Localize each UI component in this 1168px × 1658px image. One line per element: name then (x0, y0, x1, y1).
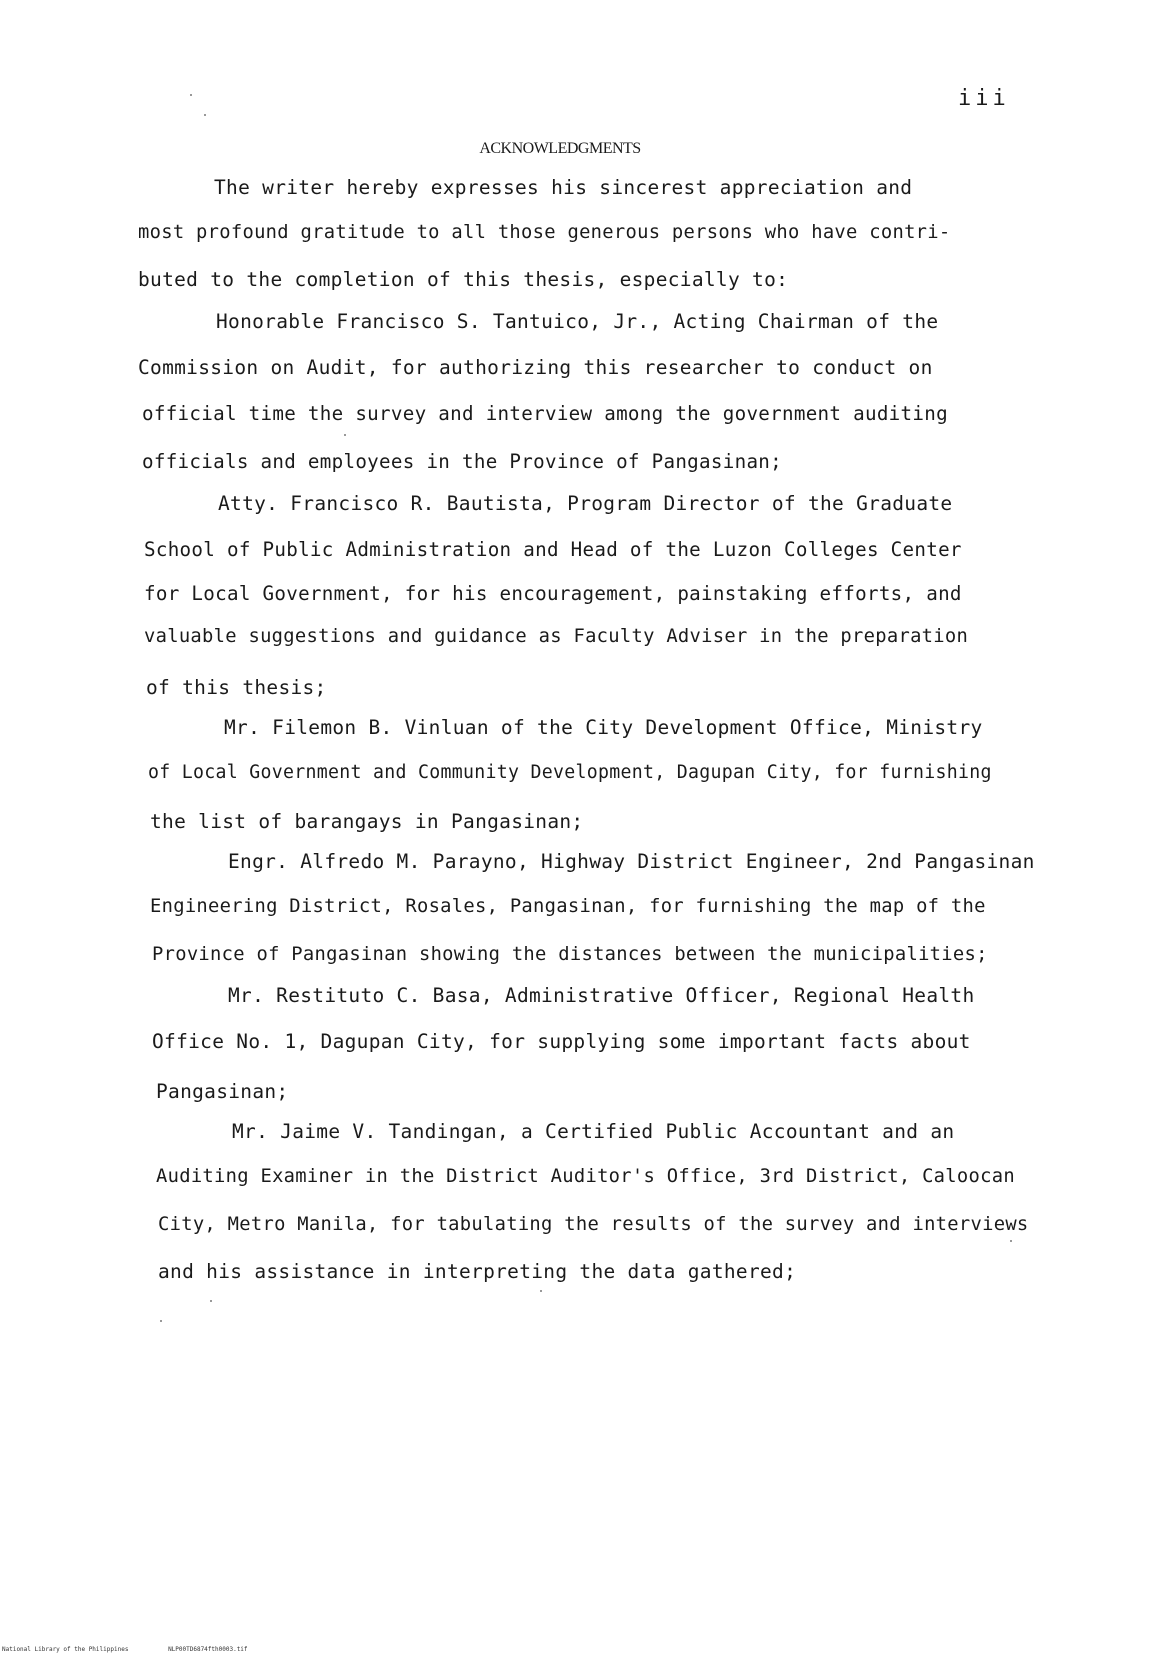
scan-speck (344, 434, 346, 436)
text-line: Mr. Restituto C. Basa, Administrative Officer, Regional Health (228, 984, 975, 1007)
text-line: the list of barangays in Pangasinan; (150, 810, 584, 833)
scan-speck (204, 114, 206, 116)
text-line: Pangasinan; (156, 1080, 289, 1103)
text-line: buted to the completion of this thesis, especially to: (138, 268, 789, 291)
text-line: valuable suggestions and guidance as Faculty Adviser in the preparation (144, 626, 969, 647)
text-line: for Local Government, for his encouragement, painstaking efforts, and (144, 582, 962, 605)
text-line: most profound gratitude to all those generous persons who have contri- (138, 222, 951, 243)
scan-speck (160, 1320, 162, 1322)
scan-footer (2, 1646, 284, 1653)
text-line: Province of Pangasinan showing the distances between the municipalities; (152, 944, 988, 965)
scan-speck (190, 94, 192, 96)
text-line: of Local Government and Community Development, Dagupan City, for furnishing (148, 762, 992, 783)
text-line: Office No. 1, Dagupan City, for supplying some important facts about (152, 1030, 971, 1053)
text-line: School of Public Administration and Head of the Luzon Colleges Center (144, 538, 962, 561)
footer-library: National Library of the Philippines (2, 1646, 129, 1653)
scan-speck (210, 1300, 212, 1302)
text-line: Auditing Examiner in the District Auditor's Office, 3rd District, Caloocan (156, 1166, 1015, 1187)
text-line: official time the survey and interview among the government auditing (142, 402, 948, 425)
text-line: and his assistance in interpreting the data gathered; (158, 1260, 797, 1283)
text-line: of this thesis; (146, 676, 327, 699)
text-line: Mr. Jaime V. Tandingan, a Certified Public Accountant and an (232, 1120, 955, 1143)
scan-speck (1010, 1240, 1012, 1242)
text-line: officials and employees in the Province of Pangasinan; (142, 450, 782, 473)
text-line: The writer hereby expresses his sincerest appreciation and (214, 176, 913, 199)
text-line: Engineering District, Rosales, Pangasinan, for furnishing the map of the (150, 896, 986, 917)
text-line: Commission on Audit, for authorizing this researcher to conduct on (138, 356, 933, 379)
text-line: Mr. Filemon B. Vinluan of the City Development Office, Ministry (224, 716, 983, 739)
scan-speck (540, 1290, 542, 1292)
text-line: Atty. Francisco R. Bautista, Program Director of the Graduate (218, 492, 953, 515)
text-line: Engr. Alfredo M. Parayno, Highway District Engineer, 2nd Pangasinan (228, 850, 1035, 873)
text-line: Honorable Francisco S. Tantuico, Jr., Acting Chairman of the (216, 310, 939, 333)
footer-file: NLP00TD6874fth0003.tif (168, 1646, 248, 1653)
page-heading: ACKNOWLEDGMENTS (479, 140, 641, 157)
text-line: City, Metro Manila, for tabulating the results of the survey and interviews (158, 1214, 1029, 1235)
page-number: iii (958, 86, 1010, 111)
